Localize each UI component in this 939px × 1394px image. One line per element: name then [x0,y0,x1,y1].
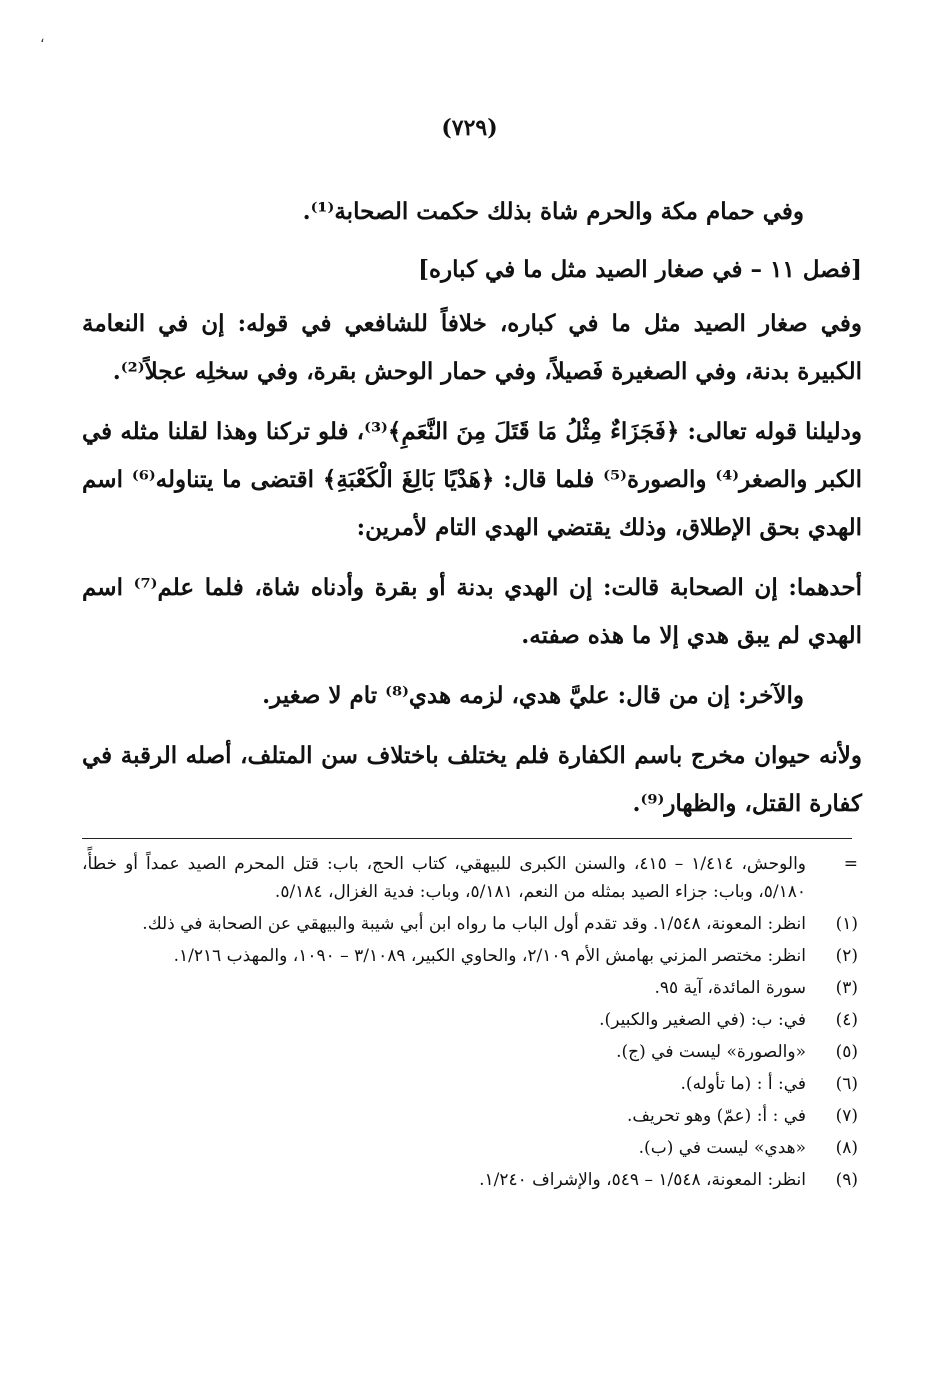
footnote-item [82,1070,858,1098]
footnote-number: (٧) [835,1106,858,1126]
corner-mark: ، [40,30,45,46]
footnote-text: «هدي» ليست في (ب). [638,1138,806,1158]
footnote-separator [82,838,852,839]
footnote-text: في : أ: (عمّ) وهو تحريف. [627,1106,806,1126]
footnote-number: (٢) [835,946,858,966]
footnote-item [82,1102,858,1130]
page-number: (٧٢٩) [441,115,498,141]
footnote-item [82,974,858,1002]
footnote-number: (٩) [835,1170,858,1190]
footnote-item [82,1134,858,1162]
footnote-text: انظر: مختصر المزني بهامش الأم ٢/١٠٩، والحاوي الكبير، ٣/١٠٨٩ – ١٠٩٠، والمهذب ١/٢١٦. [173,946,806,966]
footnote-text: «والصورة» ليست في (ج). [616,1042,806,1062]
footnote-item [82,1166,858,1194]
footnote-number: (٣) [835,978,858,998]
footnote-item [82,850,858,906]
footnote-item [82,910,858,938]
footnote-text: والوحش، ١/٤١٤ – ٤١٥، والسنن الكبرى للبيهقي، كتاب الحج، باب: قتل المحرم الصيد عمداً أو خطأً، ٥/١٨٠، وباب: جزاء الصيد بمثله من النعم، ٥/١٨١، وباب: فدية الغزال، ٥/١٨٤. [82,854,807,902]
footnotes [82,850,858,1198]
section-heading: [فصل ١١ – في صغار الصيد مثل ما في كباره] [418,256,862,283]
paragraph-3: أحدهما: إن الصحابة قالت: إن الهدي بدنة أو بقرة وأدناه شاة، فلما علم⁽⁷⁾ اسم الهدي لم يبق هدي إلا ما هذه صفته. [82,574,862,649]
footnote-text: في: ب: (في الصغير والكبير). [599,1010,806,1030]
footnote-text: سورة المائدة، آية ٩٥. [654,978,806,998]
footnote-text: في: أ : (ما تأوله). [680,1074,806,1094]
footnote-number: (٤) [835,1010,858,1030]
paragraph-4: والآخر: إن من قال: عليَّ هدي، لزمه هدي⁽⁸⁾ تام لا صغير. [262,682,804,709]
footnote-number: (٦) [835,1074,858,1094]
paragraph-line-1: وفي حمام مكة والحرم شاة بذلك حكمت الصحابة⁽¹⁾. [302,198,804,225]
footnote-number: (١) [835,914,858,934]
footnote-item [82,942,858,970]
footnote-number: (٥) [835,1042,858,1062]
paragraph-1: وفي صغار الصيد مثل ما في كباره، خلافاً للشافعي في قوله: إن في النعامة الكبيرة بدنة، وفي الصغيرة فَصيلاً، وفي حمار الوحش بقرة، وفي سخلِه عجلاً⁽²⁾. [82,310,862,385]
footnote-text: انظر: المعونة، ١/٥٤٨. وقد تقدم أول الباب ما رواه ابن أبي شيبة والبيهقي عن الصحابة في ذلك. [142,914,806,934]
footnote-item [82,1006,858,1034]
footnote-number: = [843,854,858,874]
main-text [82,188,862,840]
footnote-item [82,1038,858,1066]
footnote-text: انظر: المعونة، ١/٥٤٨ – ٥٤٩، والإشراف ١/٢٤٠. [479,1170,806,1190]
paragraph-2: ودليلنا قوله تعالى: ﴿فَجَزَاءٌ مِثْلُ مَا قَتَلَ مِنَ النَّعَمِ﴾⁽³⁾، فلو تركنا وهذا لقلنا مثله في الكبر والصغر⁽⁴⁾ والصورة⁽⁵⁾ فلما قال: ﴿هَدْيًا بَالِغَ الْكَعْبَةِ﴾ اقتضى ما يتناوله⁽⁶⁾ اسم الهدي بحق الإطلاق، وذلك يقتضي الهدي التام لأمرين: [82,418,863,541]
footnote-number: (٨) [835,1138,858,1158]
paragraph-5: ولأنه حيوان مخرج باسم الكفارة فلم يختلف باختلاف سن المتلف، أصله الرقبة في كفارة القتل، والظهار⁽⁹⁾. [82,742,862,817]
